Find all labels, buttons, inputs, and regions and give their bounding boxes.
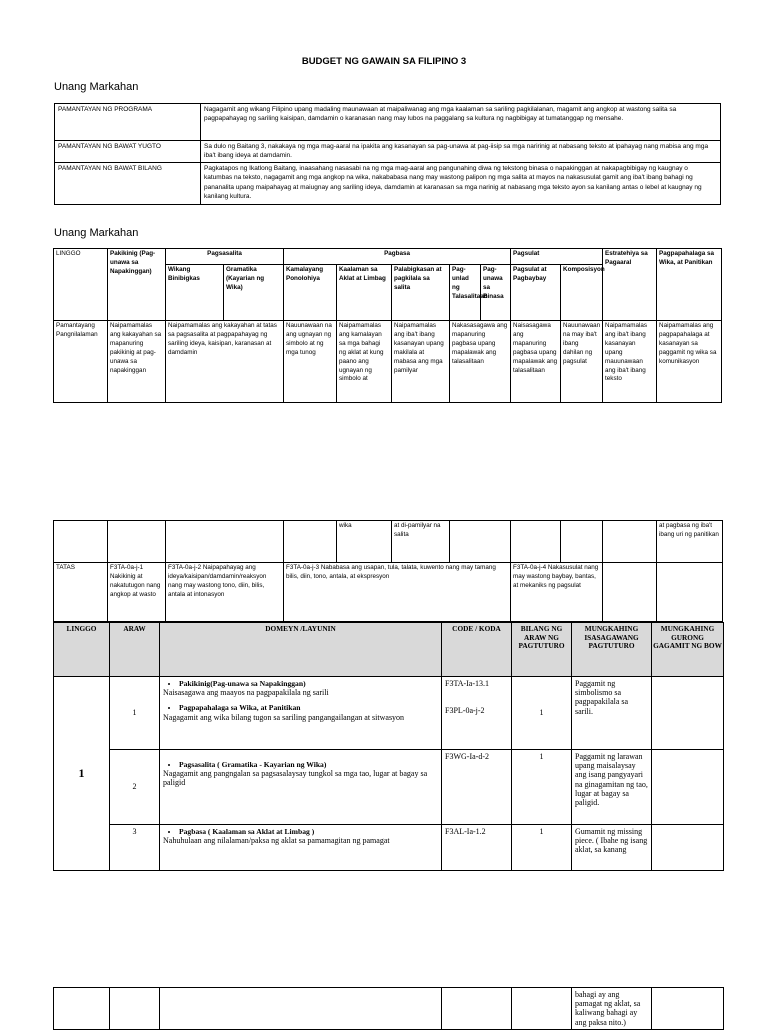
header-pagsulat-pagbaybay: Pagsulat at Pagbaybay [511, 265, 561, 321]
header-komposisyon: Komposisyon [561, 265, 603, 321]
standard-label: PAMANTAYAN NG BAWAT BILANG [55, 163, 201, 205]
header-pag-unawa: Pag-unawa sa Binasa [481, 265, 511, 321]
standards-row [55, 141, 721, 163]
header-bilang: BILANG NG ARAW NG PAGTUTURO [512, 623, 572, 677]
header-wikang-binibigkas: Wikang Binibigkas [166, 265, 224, 321]
section-title-1: Unang Markahan [54, 81, 139, 93]
section-title-2: Unang Markahan [54, 227, 139, 239]
code: F3AL-Ia-1.2 [442, 825, 512, 871]
day-number: 2 [110, 750, 160, 825]
row-label-tatas: TATAS [54, 563, 108, 622]
cell-estratehiya: Naipamamalas ang iba't ibang kasanayan upang mauunawaan ang iba't ibang teksto [603, 321, 657, 403]
days-count: 1 [512, 750, 572, 825]
header-mungkahi-gamit: MUNGKAHING GURONG GAGAMIT NG BOW [652, 623, 724, 677]
standards-row [55, 104, 721, 141]
cell-pamilyar-continued: at di-pamilyar na salita [392, 521, 450, 563]
objective: Nagagamit ang wika bilang tugon sa sariling pangangailangan at sitwasyon [163, 712, 405, 722]
cell-talasalitaan: Nakasasagawa ang mapanuring pagbasa upang mapalawak ang talasalitaan [450, 321, 511, 403]
row-label-pangnilalaman: Pamantayang Pangnilalaman [54, 321, 108, 403]
cell-wika-continued: wika [337, 521, 392, 563]
domain-objective [160, 677, 442, 750]
header-palabigkasan: Palabigkasan at pagkilala sa salita [392, 265, 450, 321]
days-count: 1 [512, 677, 572, 750]
objective: Naisasagawa ang maayos na pagpapakilala ng sarili [163, 688, 329, 698]
header-araw: ARAW [110, 623, 160, 677]
domain-name: • Pagsasalita ( Gramatika - Kayarian ng Wika) [179, 760, 438, 769]
table-row [54, 988, 724, 1030]
cell-tatas-pagsasalita: F3TA-0a-j-2 Naipapahayag ang ideya/kaisipan/damdamin/reaksyon nang may wastong tono, diin, bilis, antala at intonasyon [166, 563, 284, 622]
day-number: 3 [110, 825, 160, 871]
day-number: 1 [110, 677, 160, 750]
document-title: BUDGET NG GAWAIN SA FILIPINO 3 [301, 56, 467, 67]
code-value: F3TA-Ia-13.1 [445, 679, 490, 688]
cell-tatas-pakikinig: F3TA-0a-j-1 Nakikinig at nakatutugon nang angkop at wasto [108, 563, 166, 622]
domain-name: • Pagpapahalaga sa Wika, at Panitikan [179, 703, 438, 712]
budget-table-continued [53, 987, 724, 1030]
cell-pagpapahalaga: Naipamamalas ang pagpapahalaga at kasanayan sa paggamit ng wika sa komunikasyon [657, 321, 722, 403]
header-linggo: LINGGO [54, 249, 108, 321]
header-pagbasa: Pagbasa [284, 249, 511, 265]
standard-text: Nagagamit ang wikang Filipino upang madaling maunawaan at maipaliwanag ang mga kaalaman sa sariling pagkilalanan, magamit ang angkop at wastong salita sa pagpapahayag ng sariling kaisipan, damdamin o karanasan nang may lubos na paggalang sa kultura ng nagbibigay at tumatanggap ng mensahe. [201, 104, 721, 141]
domain-objective [160, 750, 442, 825]
header-pagpapahalaga: Pagpapahalaga sa Wika, at Panitikan [657, 249, 722, 321]
days-count: 1 [512, 825, 572, 871]
standard-label: PAMANTAYAN NG BAWAT YUGTO [55, 141, 201, 163]
cell-tatas-pagsulat: F3TA-0a-j-4 Nakasusulat nang may wastong baybay, bantas, at mekaniks ng pagsulat [511, 563, 603, 622]
standard-text: Pagkatapos ng Ikatlong Baitang, inaasahang nasasabi na ng mga mag-aaral ang pangunahing diwa ng tekstong binasa o napakinggan at nakapagbibigay ng kaugnay o katumbas na teksto, nagagamit ang mga angkop na wika, nakababasa nang may wastong palipon ng mga salita at mayos na nakasusulat gamit ang iba't ibang bahagi ng pananalita upang maipahayag at maiugnay ang sariling ideya, damdamin at karanasan sa mga narinig at nabasang mga teksto ayon sa kanilang antas o lebel at kaugnay ng kanilang kultura. [201, 163, 721, 205]
activity: Paggamit ng larawan upang maisalaysay ang isang pangyayari na ginagamitan ng tao, lugar at bagay sa paligid. [572, 750, 652, 825]
cell-komposisyon: Nauunawaan na may iba't ibang dahilan ng pagsulat [561, 321, 603, 403]
competency-grid-continued [53, 520, 723, 622]
code-value: F3PL-0a-j-2 [445, 706, 485, 716]
header-code: CODE / KODA [442, 623, 512, 677]
activity: Gumamit ng missing piece. ( Ibahe ng isang aklat, sa kanang [572, 825, 652, 871]
budget-table [53, 622, 724, 871]
table-row [54, 750, 724, 825]
domain-objective [160, 825, 442, 871]
header-pagsasalita: Pagsasalita [166, 249, 284, 265]
code [442, 677, 512, 750]
header-kamalayang-ponolohiya: Kamalayang Ponolohiya [284, 265, 337, 321]
objective: Nahuhulaan ang nilalaman/paksa ng aklat sa pamamagitan ng pamagat [163, 836, 390, 846]
table-row [54, 825, 724, 871]
table-row [54, 677, 724, 750]
cell-palabigkasan: Naipamamalas ang iba't ibang kasanayan upang makilala at mabasa ang mga pamilyar [392, 321, 450, 403]
header-estratehiya: Estratehiya sa Pagaaral [603, 249, 657, 321]
competency-grid [53, 248, 722, 403]
cell-pagsulat-baybay: Naisasagawa ang mapanuring pagbasa upang mapalawak ang talasalitaan [511, 321, 561, 403]
standard-label: PAMANTAYAN NG PROGRAMA [55, 104, 201, 141]
cell-pagbasa-continued: at pagbasa ng iba't ibang uri ng panitikan [657, 521, 723, 563]
header-pakikinig: Pakikinig (Pag-unawa sa Napakinggan) [108, 249, 166, 321]
header-gramatika: Gramatika (Kayarian ng Wika) [224, 265, 284, 321]
domain-name: • Pagbasa ( Kaalaman sa Aklat at Limbag ) [179, 827, 438, 836]
header-mungkahi-gawain: MUNGKAHING ISASAGAWANG PAGTUTURO [572, 623, 652, 677]
standards-row [55, 163, 721, 205]
cell-tatas-pagbasa: F3TA-0a-j-3 Nababasa ang usapan, tula, talata, kuwento nang may tamang bilis, diin, tono, antala, at ekspresyon [284, 563, 511, 622]
cell-pakikinig: Naipamamalas ang kakayahan sa mapanuring pakikinig at pag-unawa sa napakinggan [108, 321, 166, 403]
standards-table [54, 103, 721, 205]
header-pagsulat: Pagsulat [511, 249, 603, 265]
cell-pagsasalita: Naipamamalas ang kakayahan at tatas sa pagsasalita at pagpapahayag ng sariling ideya, kaisipan, karanasan at damdamin [166, 321, 284, 403]
header-domeyn: DOMEYN /LAYUNIN [160, 623, 442, 677]
domain-name: • Pakikinig(Pag-unawa sa Napakinggan) [179, 679, 438, 688]
standard-text: Sa dulo ng Baitang 3, nakakaya ng mga mag-aaral na ipakita ang kasanayan sa pag-unawa at pag-iisip sa mga naririnig at nabasang teksto at ipahayag nang mabisa ang mga iba't ibang ideya at damdamin. [201, 141, 721, 163]
activity: Paggamit ng simbolismo sa pagpapakilala sa sarili. [572, 677, 652, 750]
header-pag-unlad: Pag-unlad ng Talasalitaan [450, 265, 481, 321]
code: F3WG-Ia-d-2 [442, 750, 512, 825]
header-linggo: LINGGO [54, 623, 110, 677]
cell-kamalayang: Nauunawaan na ang ugnayan ng simbolo at ng mga tunog [284, 321, 337, 403]
header-kaalaman-aklat: Kaalaman sa Aklat at Limbag [337, 265, 392, 321]
objective: Nagagamit ang pangngalan sa pagsasalaysay tungkol sa mga tao, lugar at bagay sa paligid [163, 769, 428, 788]
activity: bahagi ay ang pamagat ng aklat, sa kaliwang bahagi ay ang paksa nito.) [572, 988, 652, 1030]
cell-kaalaman: Naipamamalas ang kamalayan sa mga bahagi ng aklat at kung paano ang ugnayan ng simbolo at [337, 321, 392, 403]
week-number: 1 [54, 677, 110, 871]
